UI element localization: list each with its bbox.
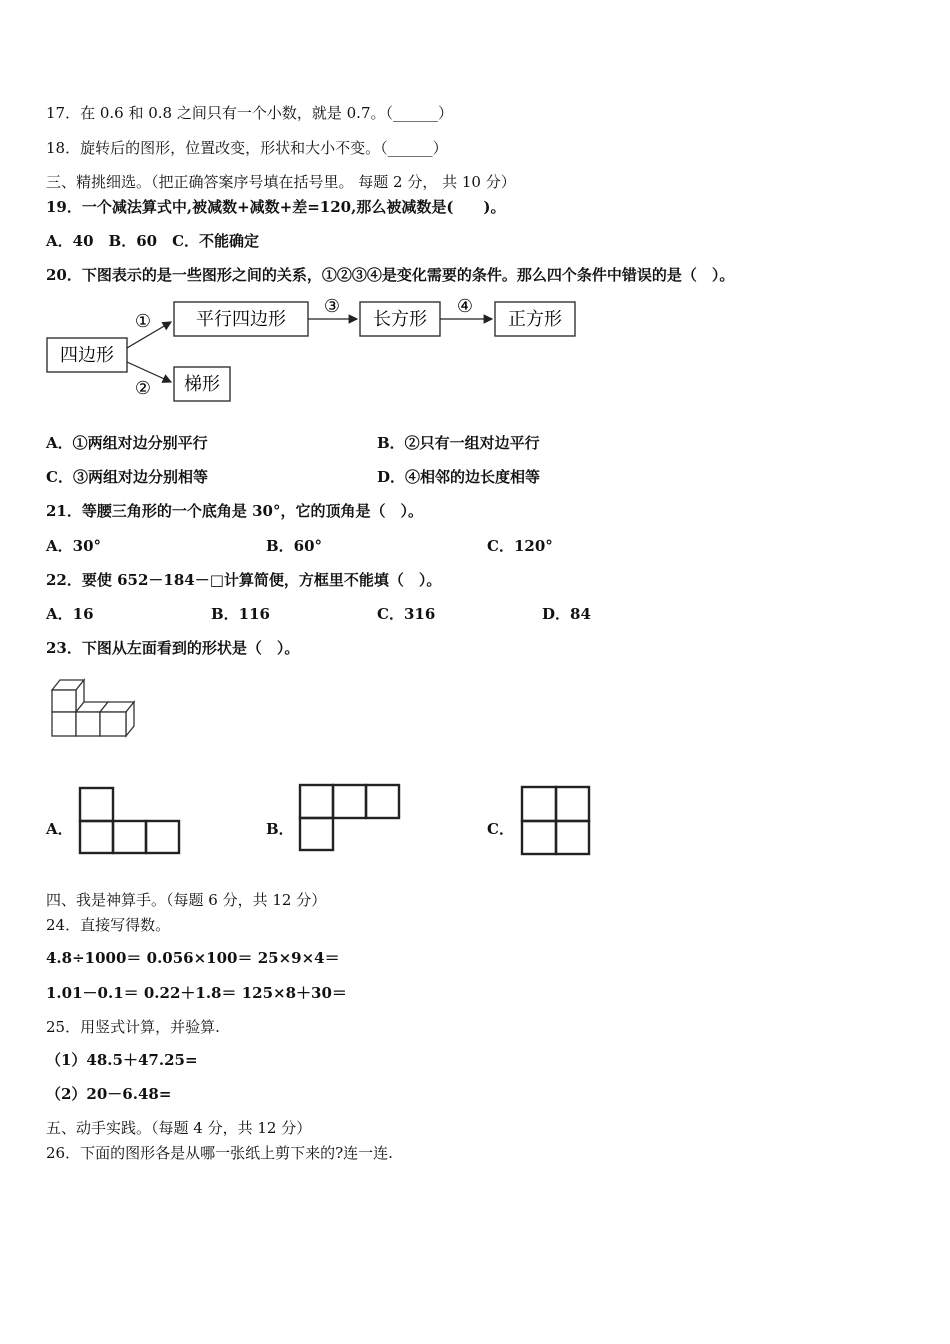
condition-3: ③ — [323, 296, 341, 317]
condition-4: ④ — [456, 296, 474, 317]
condition-2: ② — [134, 378, 152, 399]
question-24: 24．直接写得数。 — [46, 916, 171, 934]
question-21: 21．等腰三角形的一个底角是 30°，它的顶角是（ ）。 — [46, 502, 423, 520]
q20-option-a: A．①两组对边分别平行 — [46, 434, 208, 452]
label-rectangle: 长方形 — [373, 309, 427, 330]
question-24-row-2: 1.01－0.1＝ 0.22＋1.8＝ 125×8＋30＝ — [46, 984, 347, 1002]
question-25: 25．用竖式计算，并验算. — [46, 1018, 220, 1036]
q20-option-c: C．③两组对边分别相等 — [46, 468, 208, 486]
label-parallelogram: 平行四边形 — [196, 309, 286, 330]
question-17: 17．在 0.6 和 0.8 之间只有一个小数，就是 0.7。（______） — [46, 104, 453, 122]
q21-option-c: C．120° — [487, 537, 553, 555]
q23-option-a: A． — [46, 820, 73, 838]
question-23: 23．下图从左面看到的形状是（ ）。 — [46, 639, 300, 657]
cube-stack-figure — [48, 668, 140, 742]
section-3-heading: 三、精挑细选。（把正确答案序号填在括号里。 每题 2 分， 共 10 分） — [46, 173, 516, 191]
question-20: 20．下图表示的是一些图形之间的关系，①②③④是变化需要的条件。那么四个条件中错误的是（ ）。 — [46, 266, 735, 284]
q21-option-b: B．60° — [266, 537, 323, 555]
question-19-options: A．40 B．60 C．不能确定 — [46, 232, 260, 250]
question-19: 19．一个减法算式中,被减数+减数+差=120,那么被减数是( )。 — [46, 198, 506, 216]
q22-option-d: D．84 — [542, 605, 591, 623]
label-trapezoid: 梯形 — [184, 374, 220, 395]
label-quadrilateral: 四边形 — [60, 345, 114, 366]
question-22: 22．要使 652－184－□计算简便，方框里不能填（ ）。 — [46, 571, 442, 589]
q23-option-c-figure — [520, 785, 592, 857]
question-26: 26．下面的图形各是从哪一张纸上剪下来的?连一连. — [46, 1144, 393, 1162]
q23-option-b: B． — [266, 820, 294, 838]
q20-option-b: B．②只有一组对边平行 — [377, 434, 540, 452]
q23-option-b-figure — [298, 783, 402, 853]
q23-option-c: C． — [487, 820, 514, 838]
question-25-part-2: （2）20－6.48= — [46, 1085, 172, 1103]
section-4-heading: 四、我是神算手。（每题 6 分，共 12 分） — [46, 891, 327, 909]
q22-option-a: A．16 — [46, 605, 94, 623]
question-25-part-1: （1）48.5＋47.25= — [46, 1051, 198, 1069]
label-square: 正方形 — [508, 309, 562, 330]
condition-1: ① — [134, 311, 152, 332]
section-5-heading: 五、动手实践。（每题 4 分，共 12 分） — [46, 1119, 312, 1137]
q20-option-d: D．④相邻的边长度相等 — [377, 468, 541, 486]
question-18: 18．旋转后的图形，位置改变，形状和大小不变。（______） — [46, 139, 448, 157]
q21-option-a: A．30° — [46, 537, 102, 555]
q23-option-a-figure — [78, 786, 182, 856]
q22-option-b: B．116 — [211, 605, 270, 623]
question-24-row-1: 4.8÷1000＝ 0.056×100＝ 25×9×4＝ — [46, 949, 340, 967]
shape-relation-diagram — [40, 292, 600, 412]
q22-option-c: C．316 — [377, 605, 436, 623]
